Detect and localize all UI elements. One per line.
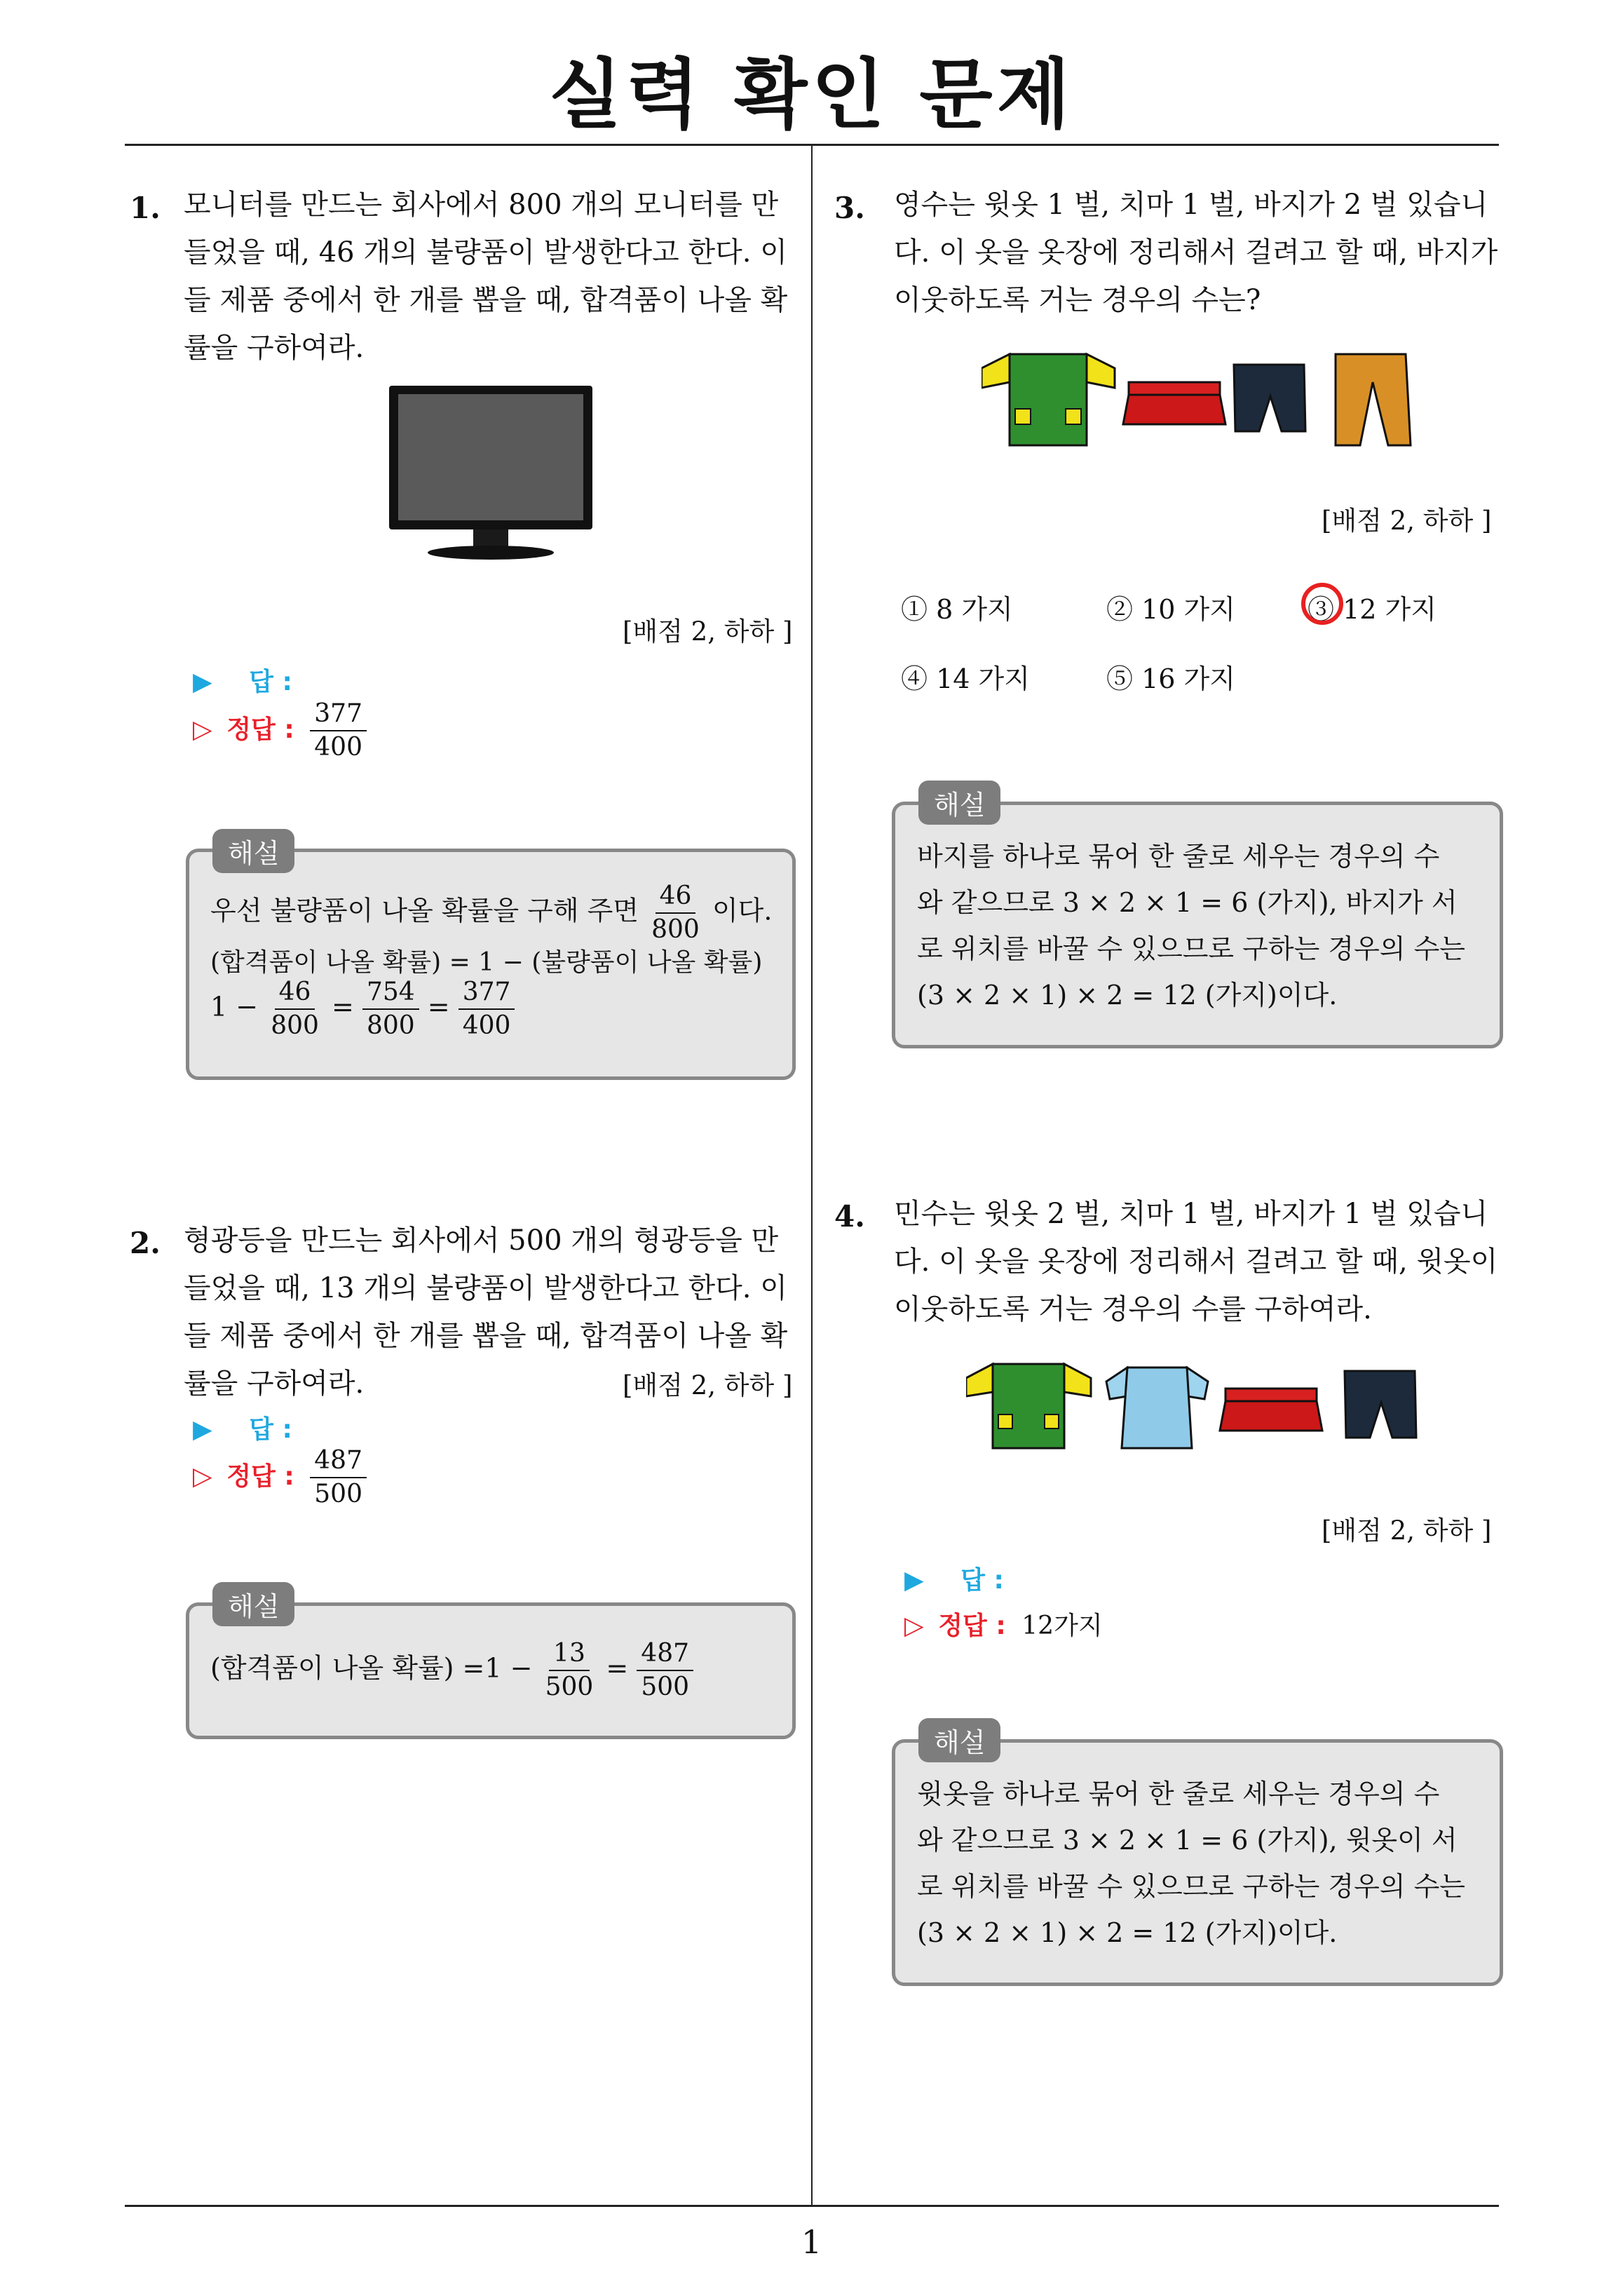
- shirt-icon: [966, 1364, 1091, 1448]
- choice-1[interactable]: ① 8 가지: [901, 594, 1013, 625]
- question-4-explanation-label: 해설: [918, 1718, 1000, 1762]
- explanation-fraction: [541, 1637, 598, 1703]
- question-4-explanation-line: 로 위치를 바꿀 수 있으므로 구하는 경우의 수는: [917, 1871, 1466, 1902]
- question-4-explanation-line: (3 × 2 × 1) × 2 = 12 (가지)이다.: [917, 1917, 1338, 1948]
- fraction-denominator: 500: [314, 1480, 362, 1508]
- fraction-denominator: 500: [641, 1673, 690, 1701]
- question-2-correct-row: [193, 1445, 367, 1511]
- fraction-denominator: 400: [314, 733, 362, 762]
- question-3-explanation-line: 로 위치를 바꿀 수 있으므로 구하는 경우의 수는: [917, 933, 1466, 964]
- question-3-explanation-line: (3 × 2 × 1) × 2 = 12 (가지)이다.: [917, 980, 1338, 1011]
- question-3-text: 영수는 윗옷 1 벌, 치마 1 벌, 바지가 2 벌 있습니다. 이 옷을 옷장에 정리해서 걸려고 할 때, 바지가 이웃하도록 거는 경우의 수는?: [894, 189, 1498, 316]
- question-3-number: 3.: [834, 191, 865, 225]
- fraction-numerator: 487: [310, 1445, 367, 1478]
- clothes-image: [966, 1357, 1436, 1455]
- question-2-answer-row: [193, 1410, 292, 1445]
- correct-label: 정답 :: [938, 1612, 1006, 1640]
- question-1-number: 1.: [130, 191, 161, 225]
- explanation-fraction: [647, 880, 704, 946]
- fraction-denominator: 500: [545, 1673, 594, 1701]
- correct-label: 정답 :: [226, 715, 294, 744]
- choice-5[interactable]: ⑤ 16 가지: [1106, 663, 1235, 694]
- play-icon: ▶: [193, 1415, 212, 1444]
- equals-sign: =: [427, 991, 450, 1022]
- correct-fraction: [310, 698, 367, 764]
- correct-value: 12가지: [1021, 1612, 1103, 1640]
- question-1-answer-row: [193, 662, 292, 698]
- fraction-numerator: 377: [310, 698, 367, 731]
- clothes-image: [982, 347, 1430, 452]
- question-4-number: 4.: [834, 1199, 865, 1234]
- selected-circle-mark: [1299, 581, 1345, 627]
- fraction-numerator: 46: [656, 880, 696, 914]
- explanation-text: 이다.: [712, 895, 773, 926]
- equals-sign: =: [332, 991, 354, 1022]
- fraction-numerator: 754: [362, 976, 419, 1010]
- question-4-answer-row: [904, 1560, 1004, 1596]
- correct-label: 정답 :: [226, 1462, 294, 1491]
- question-1-explanation-line-1: [210, 880, 772, 946]
- explanation-fraction: [637, 1637, 693, 1703]
- question-2-meta: [배점 2, 하하 ]: [623, 1370, 793, 1400]
- pants-icon: [1336, 354, 1411, 445]
- answer-label: 답 :: [249, 668, 292, 696]
- shirt-icon: [982, 354, 1115, 445]
- answer-label: 답 :: [960, 1566, 1004, 1595]
- fraction-numerator: 487: [637, 1637, 693, 1671]
- page-number: 1: [801, 2223, 822, 2261]
- pants-icon: [1234, 365, 1305, 431]
- monitor-image: [386, 384, 596, 563]
- question-1-explanation-label: 해설: [212, 829, 294, 873]
- play-icon: ▶: [904, 1566, 924, 1595]
- explanation-text: 우선 불량품이 나올 확률을 구해 주면: [210, 895, 639, 926]
- question-3-meta: [배점 2, 하하 ]: [1322, 506, 1492, 536]
- fraction-denominator: 400: [462, 1011, 511, 1040]
- question-4-text: 민수는 윗옷 2 벌, 치마 1 벌, 바지가 1 벌 있습니다. 이 옷을 옷장에 정리해서 걸려고 할 때, 윗옷이 이웃하도록 거는 경우의 수를 구하여라.: [894, 1198, 1498, 1325]
- fraction-numerator: 46: [275, 976, 315, 1010]
- blouse-icon: [1106, 1368, 1208, 1448]
- triangle-outline-icon: ▷: [904, 1612, 924, 1640]
- equals-sign: =: [606, 1652, 629, 1684]
- question-4-meta: [배점 2, 하하 ]: [1322, 1515, 1492, 1546]
- fraction-denominator: 800: [366, 1011, 415, 1040]
- column-divider: [811, 144, 813, 2206]
- correct-fraction: [310, 1445, 367, 1511]
- explanation-fraction: [266, 976, 323, 1042]
- triangle-outline-icon: ▷: [193, 1462, 212, 1491]
- bottom-rule: [125, 2205, 1499, 2207]
- question-3-explanation-label: 해설: [918, 781, 1000, 825]
- question-3-explanation-line: 바지를 하나로 묶어 한 줄로 세우는 경우의 수: [917, 841, 1440, 872]
- choice-2[interactable]: ② 10 가지: [1106, 594, 1235, 625]
- fraction-denominator: 800: [651, 915, 700, 944]
- question-1-correct-row: [193, 698, 367, 764]
- question-4-correct-row: [904, 1606, 1103, 1642]
- triangle-outline-icon: ▷: [193, 715, 212, 744]
- explanation-text: (합격품이 나올 확률) =1 −: [210, 1652, 533, 1684]
- question-1-explanation-line-2: (합격품이 나올 확률) = 1 − (불량품이 나올 확률): [210, 948, 763, 977]
- question-2-explanation-line: [210, 1637, 693, 1703]
- pants-icon: [1345, 1371, 1416, 1438]
- explanation-fraction: [459, 976, 515, 1042]
- answer-label: 답 :: [249, 1415, 292, 1444]
- choice-3[interactable]: ③ 12 가지: [1308, 594, 1437, 625]
- question-3-explanation-line: 와 같으므로 3 × 2 × 1 = 6 (가지), 바지가 서: [917, 887, 1458, 918]
- question-4-explanation-line: 와 같으므로 3 × 2 × 1 = 6 (가지), 윗옷이 서: [917, 1825, 1458, 1856]
- question-2-explanation-label: 해설: [212, 1582, 294, 1626]
- skirt-icon: [1123, 382, 1225, 424]
- fraction-numerator: 377: [459, 976, 515, 1010]
- question-2-number: 2.: [130, 1226, 161, 1260]
- question-2-text: 형광등을 만드는 회사에서 500 개의 형광등을 만들었을 때, 13 개의 불량품이 발생한다고 한다. 이들 제품 중에서 한 개를 뽑을 때, 합격품이 나올 확률을 구하여라.: [184, 1224, 788, 1400]
- play-icon: ▶: [193, 668, 212, 696]
- question-1-meta: [배점 2, 하하 ]: [623, 616, 793, 647]
- explanation-text: 1 −: [210, 991, 259, 1022]
- choice-4[interactable]: ④ 14 가지: [901, 663, 1030, 694]
- fraction-denominator: 800: [271, 1011, 319, 1040]
- fraction-numerator: 13: [549, 1637, 590, 1671]
- question-1-text: 모니터를 만드는 회사에서 800 개의 모니터를 만들었을 때, 46 개의 불량품이 발생한다고 한다. 이들 제품 중에서 한 개를 뽑을 때, 합격품이 나올 확률을 구하여라.: [184, 189, 788, 364]
- question-4-explanation-line: 윗옷을 하나로 묶어 한 줄로 세우는 경우의 수: [917, 1778, 1440, 1809]
- page-title: 실력 확인 문제: [548, 51, 1075, 139]
- skirt-icon: [1220, 1389, 1322, 1431]
- question-1-explanation-line-3: [210, 976, 515, 1042]
- explanation-fraction: [362, 976, 419, 1042]
